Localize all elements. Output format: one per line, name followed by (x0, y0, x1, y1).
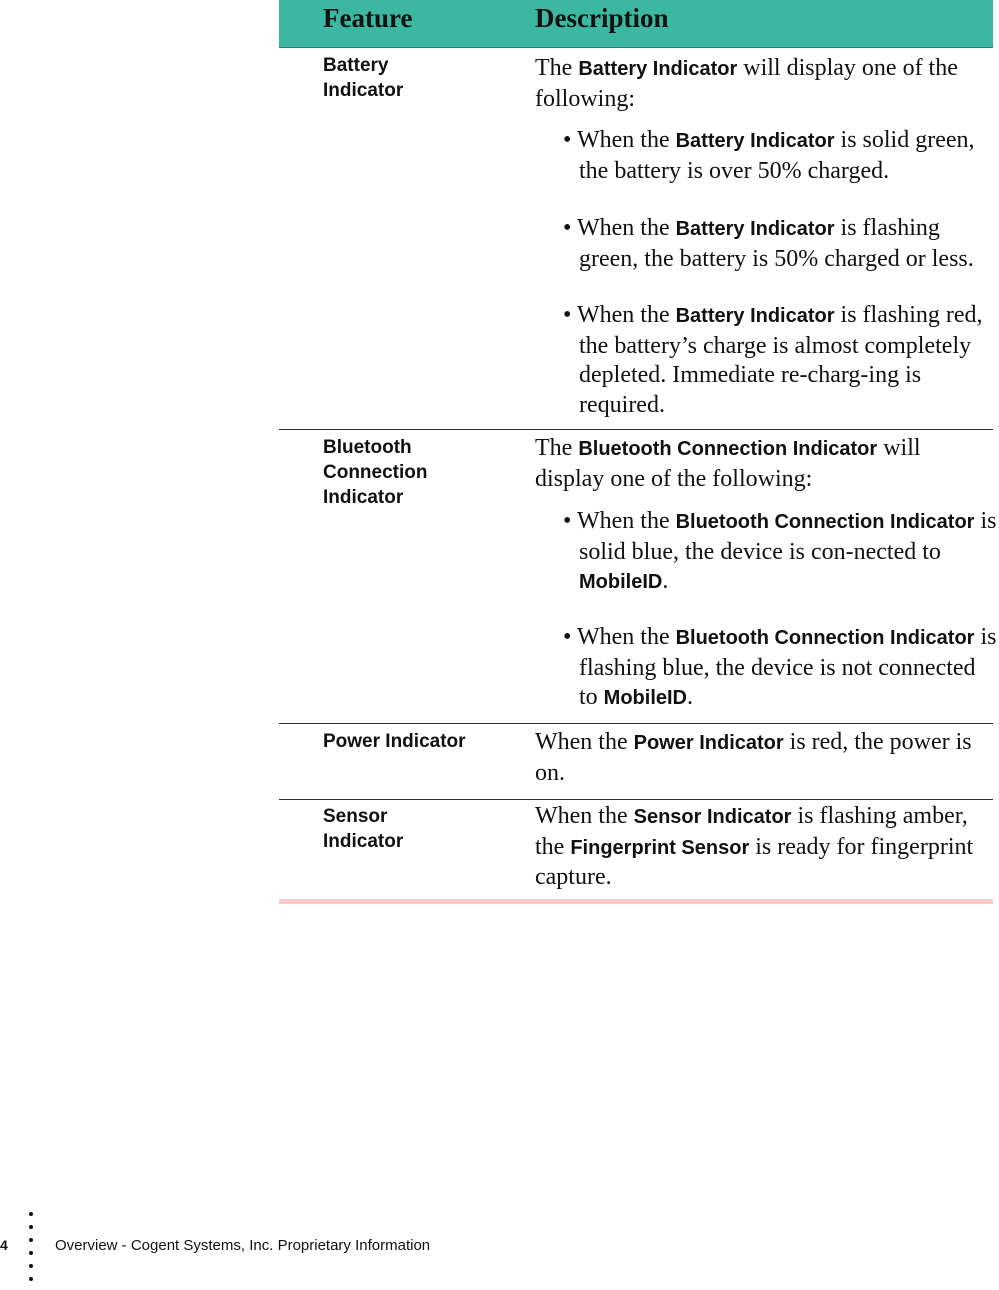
table-row-battery (279, 48, 993, 430)
footer-text: Overview - Cogent Systems, Inc. Proprietary Information (55, 1237, 431, 1254)
header-description: Description (535, 3, 669, 33)
desc-battery-intro: The Battery Indicator will display one of the following: (535, 55, 958, 112)
feature-power: Power Indicator (323, 731, 466, 752)
desc-bluetooth-intro: The Bluetooth Connection Indicator will display one of the following: (535, 435, 921, 492)
list-item: • When the Battery Indicator is flashing red, the battery’s charge is almost completely depleted. Immediate re-charg-ing is required. (563, 302, 983, 418)
header-feature: Feature (323, 3, 413, 33)
feature-sensor: Sensor Indicator (323, 806, 404, 852)
list-item: • When the Bluetooth Connection Indicator is flashing blue, the device is not connected to MobileID. (563, 624, 997, 710)
table-row-power (279, 724, 993, 800)
list-item: • When the Battery Indicator is flashing green, the battery is 50% charged or less. (563, 215, 974, 272)
table-row-sensor (279, 800, 993, 900)
feature-battery: Battery Indicator (323, 55, 404, 101)
table-header (279, 0, 993, 48)
footer-dots-decoration (29, 1212, 35, 1290)
desc-sensor: When the Sensor Indicator is flashing amber, the Fingerprint Sensor is ready for fingerprint capture. (535, 803, 974, 890)
list-item: • When the Battery Indicator is solid green, the battery is over 50% charged. (563, 127, 975, 184)
feature-table (279, 0, 997, 900)
table-row-bluetooth (279, 430, 997, 724)
page-number: 4 (0, 1237, 8, 1253)
desc-power: When the Power Indicator is red, the power is on. (535, 729, 972, 786)
list-item: • When the Bluetooth Connection Indicator is solid blue, the device is con-nected to MobileID. (563, 508, 997, 594)
table-end-rule (279, 899, 993, 904)
feature-bluetooth: Bluetooth Connection Indicator (323, 437, 428, 508)
